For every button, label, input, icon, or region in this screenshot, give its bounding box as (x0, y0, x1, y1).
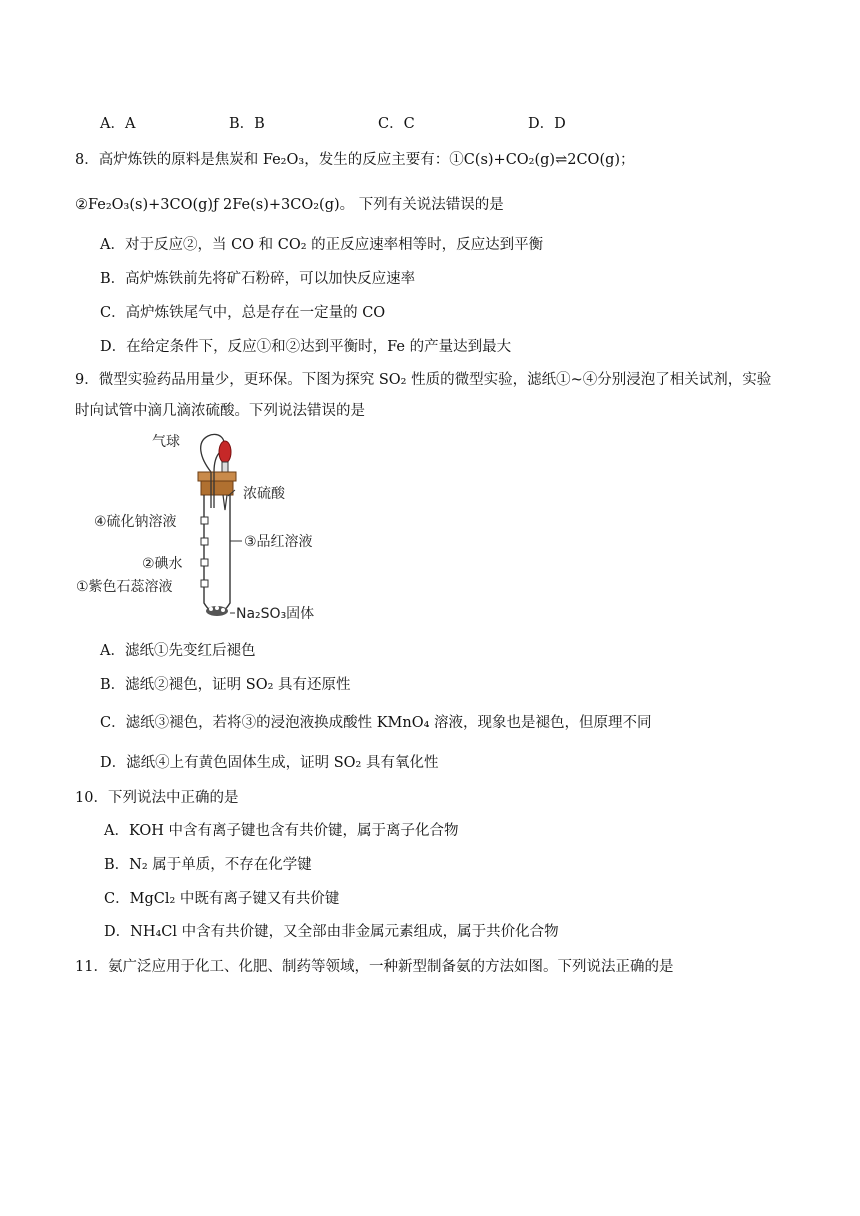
q10-stem: 10．下列说法中正确的是 (75, 790, 239, 806)
test-tube-icon (204, 495, 230, 614)
q8-option-b: B．高炉炼铁前先将矿石粉碎，可以加快反应速率 (100, 271, 416, 287)
q9-option-a: A．滤纸①先变红后褪色 (100, 643, 256, 659)
q7-option-a: A．A (100, 116, 136, 132)
q7-option-b: B．B (229, 116, 265, 132)
stopper-icon (198, 472, 236, 481)
q9-option-d: D．滤纸④上有黄色固体生成，证明 SO₂ 具有氧化性 (100, 755, 439, 771)
label-acid: 浓硫酸 (243, 486, 285, 502)
q11-stem: 11．氨广泛应用于化工、化肥、制药等领域，一种新型制备氨的方法如图。下列说法正确的是 (75, 959, 674, 975)
q9-stem-line2: 时向试管中滴几滴浓硫酸。下列说法错误的是 (75, 403, 365, 419)
q10-option-b: B．N₂ 属于单质，不存在化学键 (104, 857, 312, 873)
q10-option-a: A．KOH 中含有离子键也含有共价键，属于离子化合物 (104, 823, 459, 839)
q8-option-d: D．在给定条件下，反应①和②达到平衡时，Fe 的产量达到最大 (100, 339, 512, 355)
dropper-tip-icon (223, 495, 227, 510)
q8-stem-line2: ②Fe₂O₃(s)+3CO(g)ƒ 2Fe(s)+3CO₂(g)。 下列有关说法错误的是 (75, 197, 504, 213)
q8-stem-line1: 8．高炉炼铁的原料是焦炭和 Fe₂O₃，发生的反应主要有：①C(s)+CO₂(g)⇌2CO(g)； (75, 152, 635, 168)
q7-option-d: D．D (528, 116, 566, 132)
filter-paper-2 (201, 559, 208, 566)
filter-paper-1 (201, 580, 208, 587)
q8-option-c: C．高炉炼铁尾气中，总是存在一定量的 CO (100, 305, 386, 321)
q9-option-c: C．滤纸③褪色，若将③的浸泡液换成酸性 KMnO₄ 溶液，现象也是褪色，但原理不同 (100, 715, 652, 731)
filter-paper-3 (201, 538, 208, 545)
q9-option-b: B．滤纸②褪色，证明 SO₂ 具有还原性 (100, 677, 351, 693)
label-p2: ②碘水 (142, 556, 183, 572)
q7-option-c: C．C (378, 116, 415, 132)
q9-stem-line1: 9．微型实验药品用量少，更环保。下图为探究 SO₂ 性质的微型实验，滤纸①~④分别浸泡了相关试剂，实验 (75, 372, 772, 388)
label-balloon: 气球 (152, 434, 180, 450)
q8-option-a: A．对于反应②，当 CO 和 CO₂ 的正反应速率相等时，反应达到平衡 (100, 237, 544, 253)
label-p1: ①紫色石蕊溶液 (76, 579, 173, 595)
label-p3: ③品红溶液 (244, 534, 313, 550)
filter-paper-4 (201, 517, 208, 524)
q10-option-c: C．MgCl₂ 中既有离子键又有共价键 (104, 891, 340, 907)
label-p4: ④硫化钠溶液 (94, 514, 177, 530)
dropper-bulb-icon (219, 441, 231, 463)
q10-option-d: D．NH₄Cl 中含有共价键，又全部由非金属元素组成，属于共价化合物 (104, 924, 559, 940)
label-solid: Na₂SO₃固体 (236, 606, 315, 622)
q9-apparatus-figure (70, 428, 340, 626)
